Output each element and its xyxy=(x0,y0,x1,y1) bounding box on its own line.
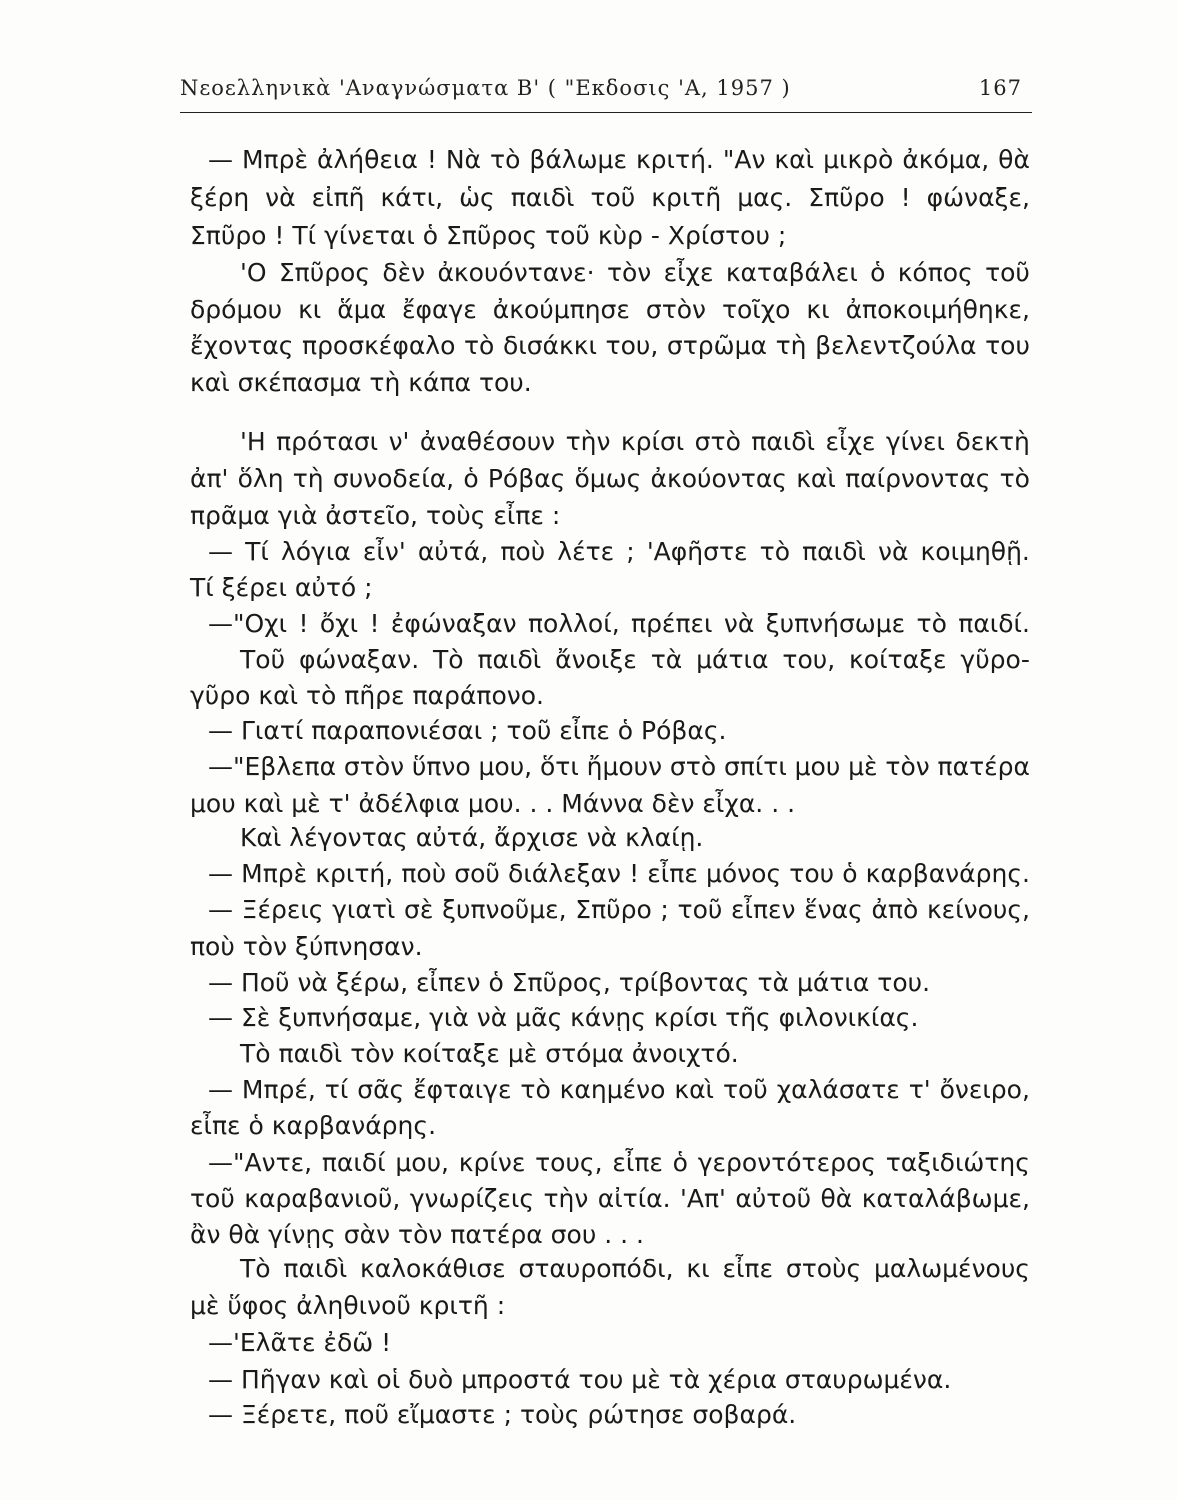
text-line: —"Αντε, παιδί μου, κρίνε τους, εἶπε ὁ γεροντότερος ταξιδιώτης xyxy=(208,1148,1030,1177)
text-line: εἶπε ὁ καρβανάρης. xyxy=(190,1111,437,1140)
text-line: πρᾶμα γιὰ ἀστεῖο, τοὺς εἶπε : xyxy=(190,501,561,530)
text-line: —"Εβλεπα στὸν ὕπνο μου, ὅτι ἤμουν στὸ σπίτι μου μὲ τὸν πατέρα xyxy=(208,752,1030,781)
page-number: 167 xyxy=(978,76,1022,100)
text-line: δρόμου κι ἅμα ἔφαγε ἀκούμπησε στὸν τοῖχο κι ἀποκοιμήθηκε, xyxy=(190,295,1030,324)
text-line: — Γιατί παραπονιέσαι ; τοῦ εἶπε ὁ Ρόβας. xyxy=(208,716,727,745)
text-line: — Μπρὲ κριτή, ποὺ σοῦ διάλεξαν ! εἶπε μόνος του ὁ καρβανάρης. xyxy=(208,859,1030,888)
text-line: 'Η πρότασι ν' ἀναθέσουν τὴν κρίσι στὸ παιδὶ εἶχε γίνει δεκτὴ xyxy=(240,427,1030,456)
text-line: Καὶ λέγοντας αὐτά, ἄρχισε νὰ κλαίῃ. xyxy=(240,823,704,852)
text-line: ποὺ τὸν ξύπνησαν. xyxy=(190,932,423,961)
text-line: Τὸ παιδὶ καλοκάθισε σταυροπόδι, κι εἶπε στοὺς μαλωμένους xyxy=(240,1254,1030,1283)
text-line: Σπῦρο ! Τί γίνεται ὁ Σπῦρος τοῦ κὺρ - Χρίστου ; xyxy=(190,221,787,250)
text-line: — Τί λόγια εἶν' αὐτά, ποὺ λέτε ; 'Αφῆστε τὸ παιδὶ νὰ κοιμηθῇ. xyxy=(208,537,1030,566)
text-line: ἂν θὰ γίνῃς σὰν τὸν πατέρα σου . . . xyxy=(190,1220,644,1249)
text-line: —"Οχι ! ὄχι ! ἐφώναξαν πολλοί, πρέπει νὰ ξυπνήσωμε τὸ παιδί. xyxy=(208,609,1030,638)
text-line: —'Ελᾶτε ἐδῶ ! xyxy=(208,1328,392,1357)
text-line: — Σὲ ξυπνήσαμε, γιὰ νὰ μᾶς κάνῃς κρίσι τῆς φιλονικίας. xyxy=(208,1003,919,1032)
running-header xyxy=(180,76,1032,113)
text-line: 'Ο Σπῦρος δὲν ἀκουόντανε· τὸν εἶχε καταβάλει ὁ κόπος τοῦ xyxy=(240,258,1030,287)
text-line: — Μπρὲ ἀλήθεια ! Νὰ τὸ βάλωμε κριτή. "Αν καὶ μικρὸ ἀκόμα, θὰ xyxy=(208,145,1030,174)
text-line: — Ξέρεις γιατὶ σὲ ξυπνοῦμε, Σπῦρο ; τοῦ εἶπεν ἕνας ἀπὸ κείνους, xyxy=(208,895,1030,924)
text-line: καὶ σκέπασμα τὴ κάπα του. xyxy=(190,368,532,397)
text-line: γῦρο καὶ τὸ πῆρε παράπονο. xyxy=(190,681,544,710)
text-line: Τοῦ φώναξαν. Τὸ παιδὶ ἄνοιξε τὰ μάτια του, κοίταξε γῦρο- xyxy=(240,645,1030,674)
text-line: — Ποῦ νὰ ξέρω, εἶπεν ὁ Σπῦρος, τρίβοντας τὰ μάτια του. xyxy=(208,968,931,997)
text-line: μὲ ὕφος ἀληθινοῦ κριτῆ : xyxy=(190,1291,506,1320)
text-line: ἀπ' ὅλη τὴ συνοδεία, ὁ Ρόβας ὅμως ἀκούοντας καὶ παίρνοντας τὸ xyxy=(190,464,1030,493)
text-line: Τί ξέρει αὐτό ; xyxy=(190,573,373,602)
text-line: ἔχοντας προσκέφαλο τὸ δισάκκι του, στρῶμα τὴ βελεντζούλα του xyxy=(190,331,1030,360)
text-line: Τὸ παιδὶ τὸν κοίταξε μὲ στόμα ἀνοιχτό. xyxy=(240,1039,739,1068)
header-title: Νεοελληνικὰ 'Αναγνώσματα Β' ( "Εκδοσις 'Α, 1957 ) xyxy=(180,76,791,100)
text-line: — Πῆγαν καὶ οἱ δυὸ μπροστά του μὲ τὰ χέρια σταυρωμένα. xyxy=(208,1365,952,1394)
text-line: τοῦ καραβανιοῦ, γνωρίζεις τὴν αἰτία. 'Απ' αὐτοῦ θὰ καταλάβωμε, xyxy=(190,1184,1030,1213)
text-line: — Μπρέ, τί σᾶς ἔφταιγε τὸ καημένο καὶ τοῦ χαλάσατε τ' ὄνειρο, xyxy=(208,1075,1030,1104)
text-line: — Ξέρετε, ποῦ εἴμαστε ; τοὺς ρώτησε σοβαρά. xyxy=(208,1400,797,1429)
text-line: μου καὶ μὲ τ' ἀδέλφια μου. . . Μάννα δὲν εἶχα. . . xyxy=(190,789,796,818)
text-line: ξέρη νὰ εἰπῆ κάτι, ὡς παιδὶ τοῦ κριτῆ μας. Σπῦρο ! φώναξε, xyxy=(190,183,1030,212)
